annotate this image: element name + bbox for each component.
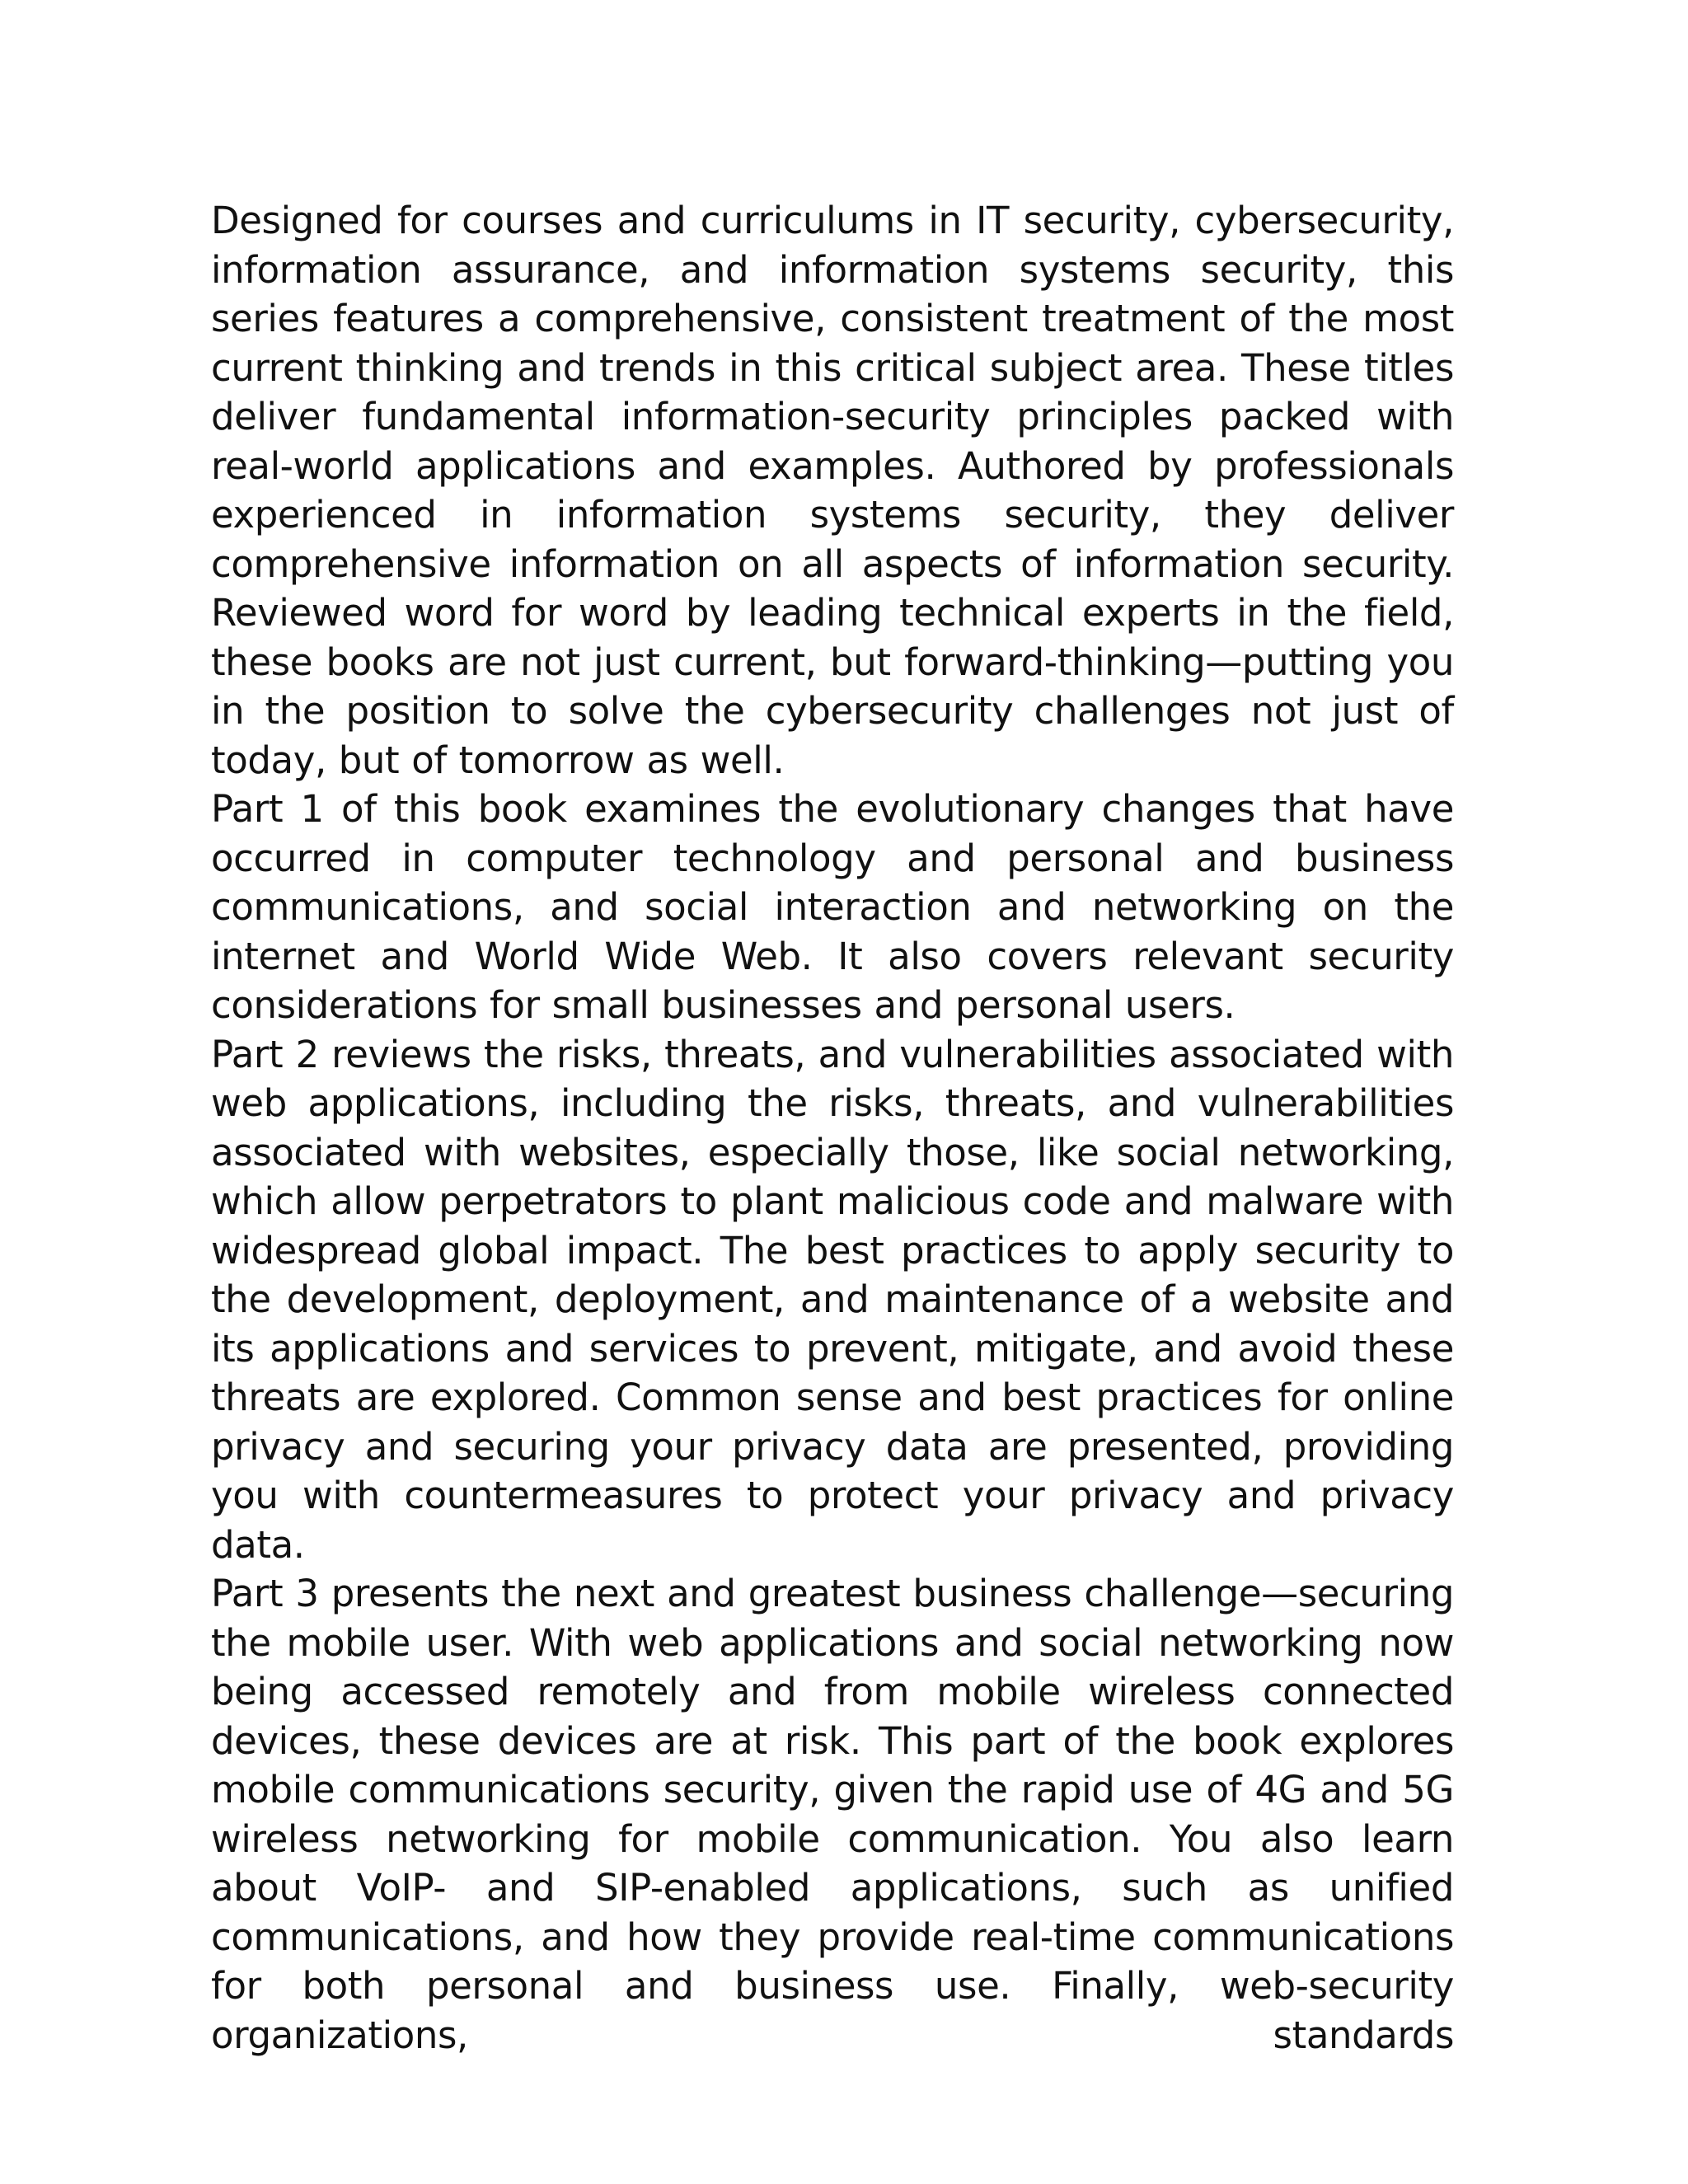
- paragraph-part-3: Part 3 presents the next and greatest business challenge—securing the mobile user. With web applications and social networking now being accessed remotely and from mobile wireless connected devices, these devices are at risk. This part of the book explores mobile communications security, given the rapid use of 4G and 5G wireless networking for mobile communication. You also learn about VoIP- and SIP-enabled applications, such as unified communications, and how they provide real-time communications for both personal and business use. Finally, web-security organizations, standards: [211, 1572, 1454, 2057]
- paragraph-part-2: Part 2 reviews the risks, threats, and vulnerabilities associated with web applications, including the risks, threats, and vulnerabilities associated with websites, especially those, like social networking, which allow perpetrators to plant malicious code and malware with widespread global impact. The best practices to apply security to the development, deployment, and maintenance of a website and its applications and services to prevent, mitigate, and avoid these threats are explored. Common sense and best practices for online privacy and securing your privacy data are presented, providing you with countermeasures to protect your privacy and privacy data.: [211, 1032, 1454, 1567]
- body-text: [211, 196, 1454, 2060]
- paragraph-series-intro: Designed for courses and curriculums in IT security, cybersecurity, information assurance, and information systems security, this series features a comprehensive, consistent treatment of the most current thinking and trends in this critical subject area. These titles deliver fundamental information-security principles packed with real-world applications and examples. Authored by professionals experienced in information systems security, they deliver comprehensive information on all aspects of information security. Reviewed word for word by leading technical experts in the field, these books are not just current, but forward-thinking—putting you in the position to solve the cybersecurity challenges not just of today, but of tomorrow as well.: [211, 199, 1454, 782]
- paragraph-part-1: Part 1 of this book examines the evolutionary changes that have occurred in computer technology and personal and business communications, and social interaction and networking on the internet and World Wide Web. It also covers relevant security considerations for small businesses and personal users.: [211, 787, 1454, 1027]
